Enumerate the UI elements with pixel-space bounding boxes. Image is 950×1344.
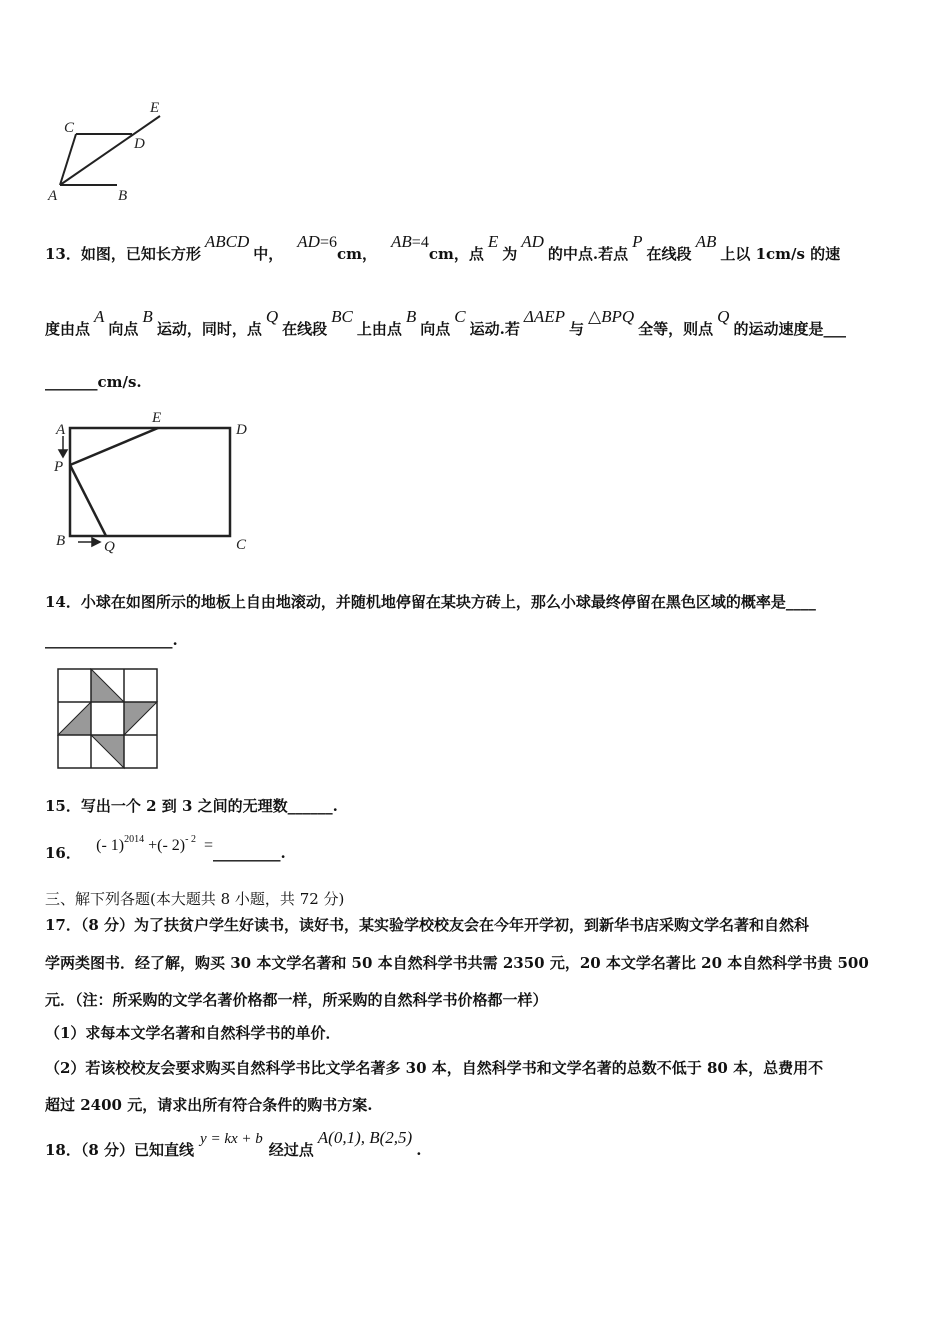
q13-line1: 13．如图，已知长方形ABCD中，AD=6cm，AB=4cm，点E为AD的中点.若点P在线段AB上以 1cm/s 的速	[45, 232, 841, 263]
label-d: D	[236, 422, 247, 438]
section-3-title: 三、解下列各题(本大题共 8 小题，共 72 分)	[45, 890, 345, 908]
rect-abcd	[70, 428, 230, 536]
label-e: E	[150, 100, 160, 116]
math-ad: AD	[297, 232, 320, 251]
math-ab: AB	[391, 232, 412, 251]
figure-rectangle	[48, 404, 258, 554]
q17-line5: （2）若该校校友会要求购买自然科学书比文学名著多 30 本，自然科学书和文学名著的总数不低于 80 本，总费用不	[45, 1059, 824, 1077]
label-q: Q	[104, 539, 115, 554]
label-b: B	[56, 533, 66, 549]
figure-tile-grid	[57, 668, 159, 770]
label-e: E	[152, 410, 162, 426]
q13-line2: 度由点A向点B运动，同时，点Q在线段BC上由点B向点C运动.若ΔAEP与△BPQ全等，则点Q的运动速度是___	[45, 307, 846, 338]
shaded-triangle-top	[91, 669, 124, 702]
q15: 15．写出一个 2 到 3 之间的无理数______.	[45, 797, 338, 815]
label-a: A	[56, 422, 66, 438]
q17-line6: 超过 2400 元，请求出所有符合条件的购书方案.	[45, 1096, 373, 1114]
q13-line3: _______cm/s.	[45, 373, 142, 391]
math-abcd: ABCD	[204, 232, 250, 251]
q17-line1: 17．（8 分）为了扶贫户学生好读书，读好书，某实验学校校友会在今年开学初，到新华书店采购文学名著和自然科	[45, 916, 810, 934]
q18: 18．（8 分）已知直线y = kx + b经过点A(0,1), B(2,5).	[45, 1128, 422, 1159]
shaded-triangle-bottom	[91, 735, 124, 768]
shaded-triangle-left	[58, 702, 91, 735]
line-pq	[70, 465, 106, 536]
q14-line1: 14．小球在如图所示的地板上自由地滚动，并随机地停留在某块方砖上，那么小球最终停留在黑色区域的概率是____	[45, 593, 816, 611]
label-d: D	[134, 136, 145, 152]
line-pe	[70, 428, 158, 465]
q17-line3: 元．（注：所采购的文学名著价格都一样，所采购的自然科学书价格都一样）	[45, 991, 548, 1009]
label-p: P	[54, 459, 64, 475]
line-ac	[60, 134, 76, 185]
q16: 16． (- 1)$^{2014}$ +(- 2)$^{- 2}$ =_________.	[45, 834, 286, 862]
math-line-equation: y = kx + b	[200, 1131, 263, 1147]
shaded-triangle-right	[124, 702, 157, 735]
label-b: B	[118, 188, 128, 204]
line-ae	[60, 116, 160, 185]
q14-line2: _________________.	[45, 631, 178, 649]
math-points: A(0,1), B(2,5)	[317, 1128, 413, 1147]
q17-line2: 学两类图书．经了解，购买 30 本文学名著和 50 本自然科学书共需 2350 元，20 本文学名著比 20 本自然科学书贵 500	[45, 954, 869, 972]
q17-line4: （1）求每本文学名著和自然科学书的单价．	[45, 1024, 341, 1042]
figure-parallelogram	[40, 96, 170, 208]
label-a: A	[48, 188, 58, 204]
label-c: C	[236, 537, 247, 553]
label-c: C	[64, 120, 75, 136]
